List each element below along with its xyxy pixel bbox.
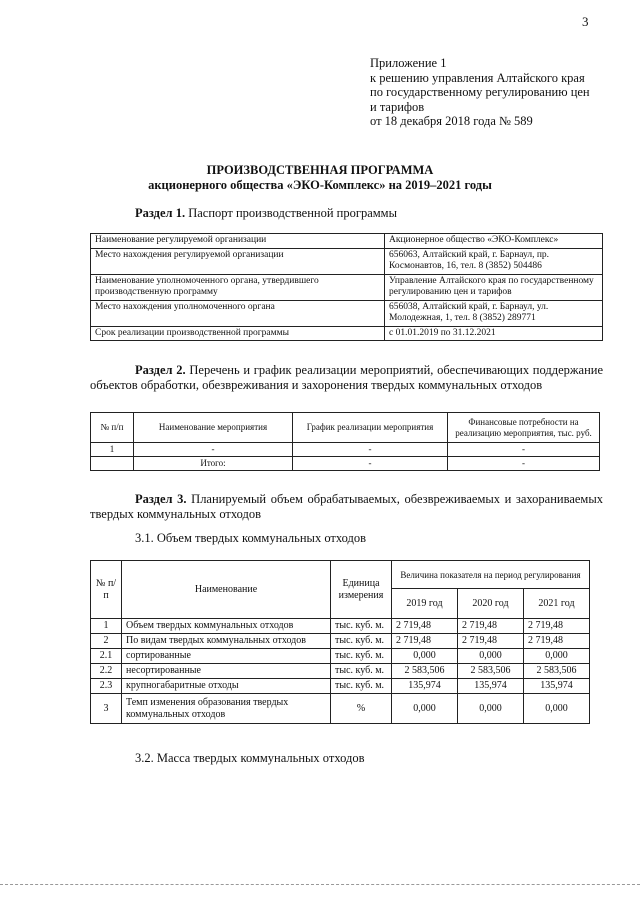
- table-cell: 2.1: [91, 649, 122, 664]
- appendix-line: к решению управления Алтайского края: [370, 70, 585, 85]
- col-header-year: 2020 год: [458, 589, 524, 619]
- section-2-heading: [90, 363, 603, 392]
- page-number: 3: [582, 14, 589, 29]
- appendix-line: и тарифов: [370, 99, 425, 114]
- section-1-heading: [135, 206, 397, 221]
- waste-volume-table: [90, 560, 590, 724]
- table-row: [91, 443, 600, 457]
- appendix-line: по государственному регулированию цен: [370, 85, 590, 99]
- col-header-schedule: График реализации мероприятия: [293, 413, 448, 443]
- passport-name-cell: Место нахождения регулируемой организации: [91, 248, 385, 274]
- passport-value-cell: с 01.01.2019 по 31.12.2021: [385, 326, 603, 341]
- table-cell: 0,000: [458, 649, 524, 664]
- col-header-year: 2021 год: [524, 589, 590, 619]
- table-cell: 2 719,48: [392, 634, 458, 649]
- table-cell: 2 583,506: [458, 664, 524, 679]
- table-cell: 0,000: [524, 649, 590, 664]
- table-row: [91, 694, 590, 724]
- passport-name-cell: Срок реализации производственной программы: [91, 326, 385, 341]
- table-cell: Объем твердых коммунальных отходов: [122, 619, 331, 634]
- table-cell: 135,974: [392, 679, 458, 694]
- table-row: [91, 619, 590, 634]
- table-row: [91, 664, 590, 679]
- table-cell: тыс. куб. м.: [331, 679, 392, 694]
- table-cell: 3: [91, 694, 122, 724]
- table-cell: -: [448, 443, 600, 457]
- col-header-period: Величина показателя на период регулирования: [392, 561, 590, 589]
- passport-value-cell: Управление Алтайского края по государственному регулированию цен и тарифов: [385, 274, 603, 300]
- table-cell: крупногабаритные отходы: [122, 679, 331, 694]
- appendix-line: от 18 декабря 2018 года № 589: [370, 114, 533, 128]
- passport-name-cell: Место нахождения уполномоченного органа: [91, 300, 385, 326]
- table-row: [91, 457, 600, 471]
- subsection-3-1: 3.1. Объем твердых коммунальных отходов: [135, 531, 367, 545]
- table-row: [91, 234, 603, 249]
- passport-name-cell: Наименование уполномоченного органа, утвердившего производственную программу: [91, 274, 385, 300]
- table-header-row: [91, 561, 590, 589]
- table-cell: Итого:: [134, 457, 293, 471]
- col-header-number: № п/п: [91, 413, 134, 443]
- passport-value-cell: Акционерное общество «ЭКО-Комплекс»: [385, 234, 603, 249]
- table-row: [91, 679, 590, 694]
- table-cell: 1: [91, 619, 122, 634]
- section-2-label: Раздел 2.: [135, 363, 186, 377]
- col-header-finance: Финансовые потребности на реализацию мероприятия, тыс. руб.: [448, 413, 600, 443]
- table-cell: тыс. куб. м.: [331, 664, 392, 679]
- col-header-name: Наименование: [122, 561, 331, 619]
- table-cell: 0,000: [392, 694, 458, 724]
- col-header-unit: Единица измерения: [331, 561, 392, 619]
- table-cell: 2.3: [91, 679, 122, 694]
- measures-table: [90, 412, 600, 471]
- table-cell: сортированные: [122, 649, 331, 664]
- title-line-2: акционерного общества «ЭКО-Комплекс» на 2019–2021 годы: [148, 178, 492, 192]
- table-cell: 2 719,48: [392, 619, 458, 634]
- title-line-1: ПРОИЗВОДСТВЕННАЯ ПРОГРАММА: [206, 163, 434, 177]
- col-header-measure: Наименование мероприятия: [134, 413, 293, 443]
- table-header-row: [91, 413, 600, 443]
- table-row: [91, 649, 590, 664]
- passport-table: [90, 233, 603, 341]
- table-row: [91, 274, 603, 300]
- table-cell: 0,000: [392, 649, 458, 664]
- table-cell: 2 719,48: [458, 634, 524, 649]
- table-cell: -: [134, 443, 293, 457]
- table-row: [91, 300, 603, 326]
- table-cell: 135,974: [458, 679, 524, 694]
- subsection-3-2: 3.2. Масса твердых коммунальных отходов: [135, 751, 365, 765]
- passport-value-cell: 656063, Алтайский край, г. Барнаул, пр. Космонавтов, 16, тел. 8 (3852) 504486: [385, 248, 603, 274]
- table-row: [91, 248, 603, 274]
- col-header-year: 2019 год: [392, 589, 458, 619]
- table-cell: -: [448, 457, 600, 471]
- table-cell: Темп изменения образования твердых коммунальных отходов: [122, 694, 331, 724]
- table-cell: [91, 457, 134, 471]
- table-cell: несортированные: [122, 664, 331, 679]
- section-3-text: Планируемый объем обрабатываемых, обезвреживаемых и захораниваемых твердых коммунальных отходов: [90, 492, 603, 521]
- table-cell: По видам твердых коммунальных отходов: [122, 634, 331, 649]
- scan-edge-line: [0, 884, 640, 885]
- appendix-block: [370, 56, 610, 129]
- table-cell: 2 719,48: [524, 634, 590, 649]
- table-cell: 1: [91, 443, 134, 457]
- section-2-text: Перечень и график реализации мероприятий, обеспечивающих поддержание объектов обработки, обезвреживания и захоронения твердых коммунальных отходов: [90, 363, 603, 392]
- section-1-label: Раздел 1.: [135, 206, 186, 220]
- table-cell: 135,974: [524, 679, 590, 694]
- table-row: [91, 634, 590, 649]
- table-cell: тыс. куб. м.: [331, 619, 392, 634]
- table-cell: 2: [91, 634, 122, 649]
- appendix-line: Приложение 1: [370, 56, 447, 70]
- table-cell: -: [293, 443, 448, 457]
- table-cell: 0,000: [458, 694, 524, 724]
- section-3-heading: [90, 492, 603, 521]
- table-cell: 0,000: [524, 694, 590, 724]
- table-cell: %: [331, 694, 392, 724]
- passport-value-cell: 656038, Алтайский край, г. Барнаул, ул. Молодежная, 1, тел. 8 (3852) 289771: [385, 300, 603, 326]
- table-cell: 2 583,506: [392, 664, 458, 679]
- document-title: [0, 163, 640, 193]
- col-header-number: № п/п: [91, 561, 122, 619]
- passport-name-cell: Наименование регулируемой организации: [91, 234, 385, 249]
- section-1-text: Паспорт производственной программы: [188, 206, 397, 220]
- table-cell: 2 719,48: [458, 619, 524, 634]
- table-cell: тыс. куб. м.: [331, 649, 392, 664]
- table-cell: тыс. куб. м.: [331, 634, 392, 649]
- table-row: [91, 326, 603, 341]
- table-cell: 2 583,506: [524, 664, 590, 679]
- table-cell: -: [293, 457, 448, 471]
- section-3-label: Раздел 3.: [135, 492, 187, 506]
- table-cell: 2.2: [91, 664, 122, 679]
- table-cell: 2 719,48: [524, 619, 590, 634]
